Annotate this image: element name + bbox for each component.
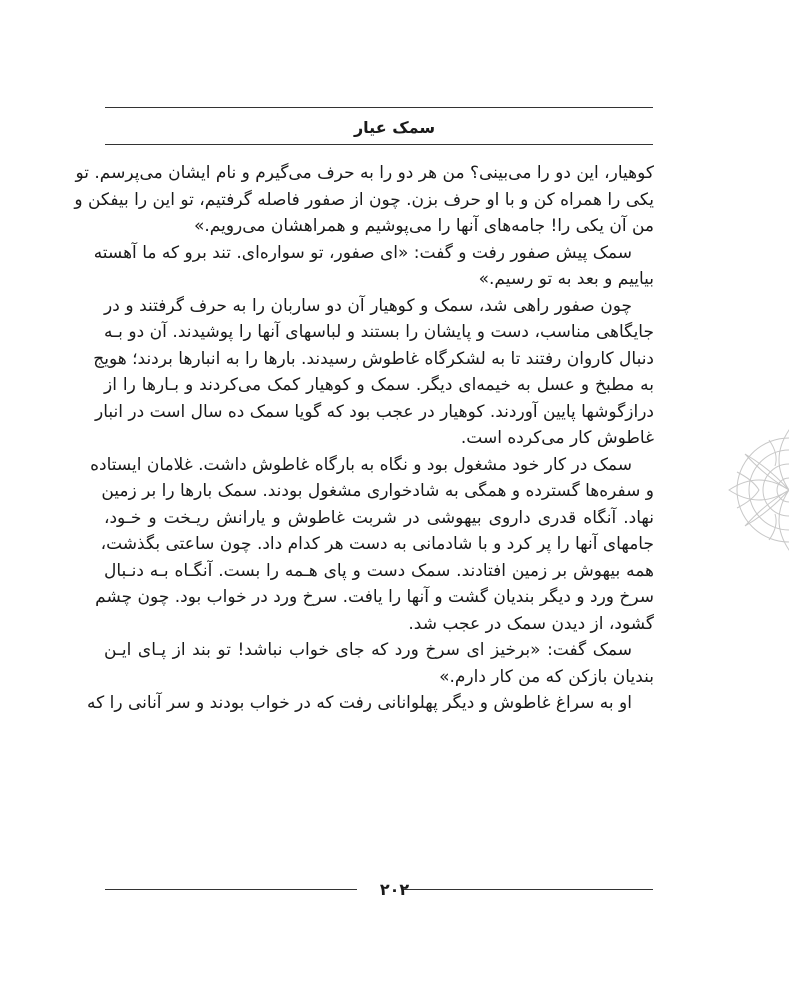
text-line: همه بیهوش بر زمین افتادند. سمک دست و پای هـمه را بست. آنگـاه بـه دنـبال: [104, 560, 654, 581]
text-line: دنبال کاروان رفتند تا به لشکرگاه غاطوش رسیدند. بارها را به انبارها بردند؛ هویج: [93, 348, 654, 369]
text-line: یکی را همراه کن و با او حرف بزن. چون از صفور فاصله گرفتیم، تو این را بیفکن و: [74, 189, 654, 210]
page-footer: [0, 880, 789, 900]
running-header-title: سمک عیار: [353, 118, 436, 137]
text-line: جایگاهی مناسب، دست و پایشان را بستند و لباسهای آنها را پوشیدند. آن دو بـه: [104, 322, 654, 342]
text-line: بندیان بازکن که من کار دارم.»: [439, 666, 654, 687]
floral-ornament-icon: [709, 410, 789, 570]
text-line: من آن یکی را! جامه‌های آنها را می‌پوشیم و همراهشان می‌رویم.»: [193, 216, 654, 236]
text-line: درازگوشها پایین آوردند. کوهیار در عجب بود که گویا سمک ده سال است در انبار: [95, 401, 654, 422]
text-line: کوهیار، این دو را می‌بینی؟ من هر دو را به حرف می‌گیرم و نام ایشان می‌پرسم. تو: [75, 163, 654, 183]
text-line: سمک گفت: «برخیز ای سرخ ورد که جای خواب نباشد! تو بند از پـای ایـن: [104, 640, 632, 660]
text-line: و سفره‌ها گسترده و همگی به شادخواری مشغول بودند. سمک بارها را بر زمین: [101, 481, 654, 501]
text-line: به مطبخ و عسل به خیمه‌ای دیگر. سمک و کوهیار کمک می‌کردند و بـارها را از: [104, 375, 654, 395]
header-rule-bottom: [105, 144, 653, 145]
text-line: نهاد. آنگاه قدری داروی بیهوشی در شربت غاطوش و یارانش ریـخت و خـود،: [104, 507, 654, 528]
text-line: جامهای آنها را پر کرد و با شادمانی به دست هر کدام داد. چون ساعتی بگذشت،: [100, 534, 654, 554]
page-number: ۲۰۲: [379, 880, 410, 899]
body-text: [74, 160, 654, 717]
header-rule-top: [105, 107, 653, 108]
text-line: بیاییم و بعد به تو رسیم.»: [478, 269, 654, 289]
text-line: سمک پیش صفور رفت و گفت: «ای صفور، تو سواره‌ای. تند برو که ما آهسته: [93, 242, 632, 263]
text-line: غاطوش کار می‌کرده است.: [460, 428, 654, 448]
text-line: سمک در کار خود مشغول بود و نگاه به بارگاه غاطوش داشت. غلامان ایستاده: [90, 454, 632, 475]
text-line: سرخ ورد و دیگر بندیان گشت و آنها را یافت. سرخ ورد در خواب بود. چون چشم: [95, 587, 654, 607]
text-line: او به سراغ غاطوش و دیگر پهلوانانی رفت که در خواب بودند و سر آنانی را که: [87, 693, 632, 713]
text-line: گشود، از دیدن سمک در عجب شد.: [408, 613, 654, 634]
text-line: چون صفور راهی شد، سمک و کوهیار آن دو ساربان را به حرف گرفتند و در: [104, 295, 632, 316]
